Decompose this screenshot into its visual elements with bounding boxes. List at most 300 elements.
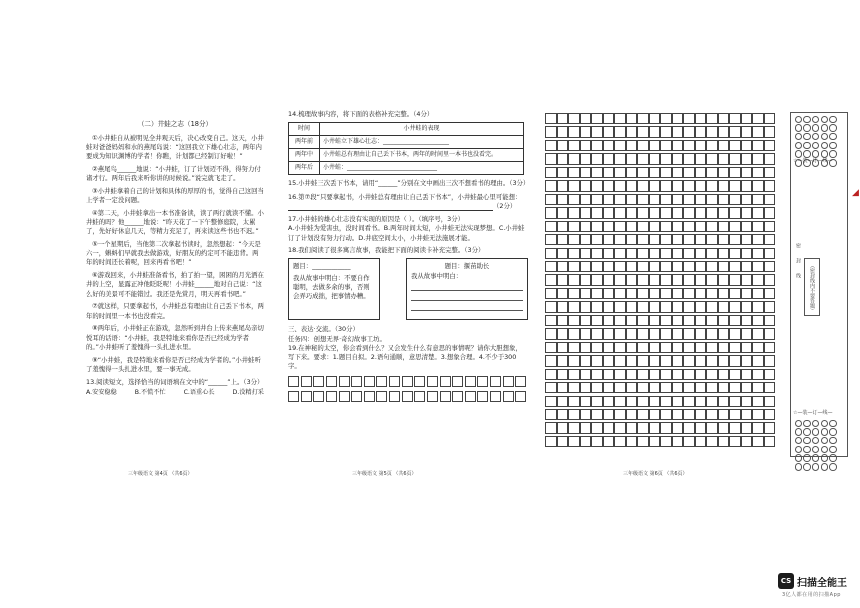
grid-cell[interactable]	[718, 274, 730, 285]
grid-cell[interactable]	[557, 328, 569, 339]
grid-cell[interactable]	[741, 436, 753, 447]
grid-cell[interactable]	[752, 328, 764, 339]
grid-cell[interactable]	[695, 234, 707, 245]
grid-cell[interactable]	[706, 382, 718, 393]
grid-cell[interactable]	[672, 194, 684, 205]
grid-cell[interactable]	[591, 436, 603, 447]
grid-cell[interactable]	[672, 436, 684, 447]
grid-cell[interactable]	[764, 436, 776, 447]
grid-cell[interactable]	[580, 382, 592, 393]
grid-cell[interactable]	[741, 194, 753, 205]
grid-cell[interactable]	[591, 369, 603, 380]
grid-cell[interactable]	[626, 261, 638, 272]
grid-cell[interactable]	[603, 422, 615, 433]
grid-cell[interactable]	[545, 355, 557, 366]
grid-cell[interactable]	[591, 301, 603, 312]
grid-cell[interactable]	[672, 274, 684, 285]
grid-row[interactable]	[545, 355, 775, 366]
grid-cell[interactable]	[683, 342, 695, 353]
grid-cell[interactable]	[729, 382, 741, 393]
grid-cell[interactable]	[660, 153, 672, 164]
grid-cell[interactable]	[764, 409, 776, 420]
grid-cell[interactable]	[695, 301, 707, 312]
grid-cell[interactable]	[591, 234, 603, 245]
grid-cell[interactable]	[614, 342, 626, 353]
grid-cell[interactable]	[568, 221, 580, 232]
grid-cell[interactable]	[626, 328, 638, 339]
grid-cell[interactable]	[568, 207, 580, 218]
grid-cell[interactable]	[752, 396, 764, 407]
table-cell-answer[interactable]: 小井蛙：______________________________	[320, 162, 524, 175]
grid-cell[interactable]	[626, 382, 638, 393]
grid-cell[interactable]	[683, 261, 695, 272]
grid-cell[interactable]	[695, 167, 707, 178]
grid-cell[interactable]	[683, 382, 695, 393]
grid-cell[interactable]	[545, 207, 557, 218]
grid-cell[interactable]	[649, 396, 661, 407]
grid-cell[interactable]	[741, 248, 753, 259]
grid-cell[interactable]	[637, 422, 649, 433]
grid-cell[interactable]	[637, 355, 649, 366]
grid-cell[interactable]	[683, 180, 695, 191]
grid-cell[interactable]	[568, 261, 580, 272]
grid-cell[interactable]	[603, 221, 615, 232]
grid-cell[interactable]	[741, 369, 753, 380]
grid-cell[interactable]	[557, 396, 569, 407]
grid-cell[interactable]	[718, 140, 730, 151]
grid-cell[interactable]	[741, 274, 753, 285]
grid-cell[interactable]	[545, 126, 557, 137]
grid-cell[interactable]	[752, 369, 764, 380]
grid-cell[interactable]	[580, 288, 592, 299]
grid-cell[interactable]	[626, 207, 638, 218]
grid-cell[interactable]	[614, 221, 626, 232]
grid-cell[interactable]	[706, 167, 718, 178]
grid-cell[interactable]	[637, 234, 649, 245]
grid-cell[interactable]	[718, 301, 730, 312]
grid-cell[interactable]	[764, 342, 776, 353]
grid-cell[interactable]	[729, 436, 741, 447]
card-2-answer-line[interactable]	[411, 281, 523, 291]
grid-cell[interactable]	[649, 288, 661, 299]
grid-cell[interactable]	[614, 315, 626, 326]
grid-row[interactable]	[545, 153, 775, 164]
grid-cell[interactable]	[637, 140, 649, 151]
card-2-answer-line[interactable]	[411, 291, 523, 301]
grid-cell[interactable]	[557, 382, 569, 393]
grid-cell[interactable]	[695, 221, 707, 232]
grid-cell[interactable]	[706, 301, 718, 312]
grid-cell[interactable]	[580, 221, 592, 232]
grid-cell[interactable]	[568, 382, 580, 393]
grid-cell[interactable]	[603, 328, 615, 339]
grid-cell[interactable]	[683, 328, 695, 339]
grid-cell[interactable]	[626, 248, 638, 259]
grid-cell[interactable]	[752, 301, 764, 312]
grid-cell[interactable]	[660, 422, 672, 433]
grid-cell[interactable]	[637, 396, 649, 407]
grid-cell[interactable]	[614, 194, 626, 205]
grid-cell[interactable]	[637, 261, 649, 272]
grid-cell[interactable]	[545, 315, 557, 326]
grid-cell[interactable]	[545, 261, 557, 272]
grid-cell[interactable]	[649, 274, 661, 285]
grid-cell[interactable]	[764, 207, 776, 218]
grid-cell[interactable]	[660, 315, 672, 326]
grid-cell[interactable]	[591, 248, 603, 259]
grid-cell[interactable]	[614, 140, 626, 151]
grid-cell[interactable]	[706, 248, 718, 259]
grid-cell[interactable]	[626, 315, 638, 326]
grid-cell[interactable]	[683, 301, 695, 312]
grid-cell[interactable]	[649, 436, 661, 447]
grid-cell[interactable]	[718, 315, 730, 326]
grid-cell[interactable]	[695, 396, 707, 407]
grid-cell[interactable]	[614, 113, 626, 124]
grid-cell[interactable]	[729, 140, 741, 151]
grid-cell[interactable]	[706, 436, 718, 447]
grid-cell[interactable]	[557, 221, 569, 232]
grid-cell[interactable]	[649, 221, 661, 232]
grid-cell[interactable]	[545, 382, 557, 393]
grid-cell[interactable]	[683, 126, 695, 137]
grid-cell[interactable]	[649, 180, 661, 191]
grid-cell[interactable]	[626, 153, 638, 164]
grid-cell[interactable]	[545, 274, 557, 285]
grid-row[interactable]	[545, 234, 775, 245]
grid-cell[interactable]	[660, 301, 672, 312]
grid-cell[interactable]	[752, 167, 764, 178]
grid-row[interactable]	[545, 261, 775, 272]
grid-cell[interactable]	[741, 396, 753, 407]
grid-cell[interactable]	[672, 342, 684, 353]
grid-cell[interactable]	[557, 301, 569, 312]
grid-cell[interactable]	[580, 261, 592, 272]
grid-row[interactable]	[545, 180, 775, 191]
grid-cell[interactable]	[637, 288, 649, 299]
grid-cell[interactable]	[591, 167, 603, 178]
grid-cell[interactable]	[591, 409, 603, 420]
grid-cell[interactable]	[718, 194, 730, 205]
grid-cell[interactable]	[614, 369, 626, 380]
grid-cell[interactable]	[557, 234, 569, 245]
grid-cell[interactable]	[568, 369, 580, 380]
grid-cell[interactable]	[660, 288, 672, 299]
grid-cell[interactable]	[614, 396, 626, 407]
grid-cell[interactable]	[706, 274, 718, 285]
grid-cell[interactable]	[649, 207, 661, 218]
grid-cell[interactable]	[764, 248, 776, 259]
grid-cell[interactable]	[660, 113, 672, 124]
grid-cell[interactable]	[545, 409, 557, 420]
grid-cell[interactable]	[557, 409, 569, 420]
grid-cell[interactable]	[603, 396, 615, 407]
grid-cell[interactable]	[660, 328, 672, 339]
grid-cell[interactable]	[626, 167, 638, 178]
grid-cell[interactable]	[591, 207, 603, 218]
grid-cell[interactable]	[545, 234, 557, 245]
grid-cell[interactable]	[695, 369, 707, 380]
grid-cell[interactable]	[741, 382, 753, 393]
grid-cell[interactable]	[672, 409, 684, 420]
grid-cell[interactable]	[580, 355, 592, 366]
grid-cell[interactable]	[764, 328, 776, 339]
grid-cell[interactable]	[568, 167, 580, 178]
writing-grid-row[interactable]	[288, 376, 528, 387]
grid-cell[interactable]	[545, 436, 557, 447]
grid-row[interactable]	[545, 342, 775, 353]
grid-cell[interactable]	[706, 221, 718, 232]
grid-cell[interactable]	[741, 140, 753, 151]
grid-cell[interactable]	[741, 113, 753, 124]
grid-cell[interactable]	[695, 342, 707, 353]
grid-cell[interactable]	[580, 301, 592, 312]
grid-cell[interactable]	[718, 436, 730, 447]
grid-cell[interactable]	[683, 140, 695, 151]
grid-cell[interactable]	[672, 126, 684, 137]
grid-cell[interactable]	[706, 207, 718, 218]
grid-cell[interactable]	[591, 194, 603, 205]
grid-cell[interactable]	[672, 355, 684, 366]
grid-cell[interactable]	[614, 409, 626, 420]
grid-cell[interactable]	[649, 248, 661, 259]
grid-cell[interactable]	[752, 248, 764, 259]
grid-cell[interactable]	[568, 288, 580, 299]
grid-cell[interactable]	[764, 153, 776, 164]
grid-cell[interactable]	[568, 180, 580, 191]
grid-cell[interactable]	[660, 167, 672, 178]
grid-cell[interactable]	[764, 221, 776, 232]
grid-cell[interactable]	[545, 301, 557, 312]
grid-cell[interactable]	[729, 234, 741, 245]
grid-cell[interactable]	[695, 422, 707, 433]
grid-cell[interactable]	[752, 355, 764, 366]
grid-cell[interactable]	[718, 234, 730, 245]
grid-cell[interactable]	[683, 194, 695, 205]
grid-row[interactable]	[545, 288, 775, 299]
grid-cell[interactable]	[741, 328, 753, 339]
grid-cell[interactable]	[729, 180, 741, 191]
grid-cell[interactable]	[591, 274, 603, 285]
grid-cell[interactable]	[649, 167, 661, 178]
grid-cell[interactable]	[614, 248, 626, 259]
grid-cell[interactable]	[568, 301, 580, 312]
grid-cell[interactable]	[718, 126, 730, 137]
grid-cell[interactable]	[752, 382, 764, 393]
grid-cell[interactable]	[706, 396, 718, 407]
grid-cell[interactable]	[729, 126, 741, 137]
grid-cell[interactable]	[718, 248, 730, 259]
composition-writing-grid[interactable]	[545, 113, 775, 456]
grid-cell[interactable]	[706, 328, 718, 339]
grid-cell[interactable]	[637, 194, 649, 205]
grid-cell[interactable]	[568, 436, 580, 447]
grid-cell[interactable]	[764, 194, 776, 205]
grid-cell[interactable]	[741, 301, 753, 312]
grid-cell[interactable]	[568, 342, 580, 353]
grid-cell[interactable]	[603, 301, 615, 312]
grid-cell[interactable]	[764, 382, 776, 393]
grid-row[interactable]	[545, 221, 775, 232]
grid-cell[interactable]	[683, 355, 695, 366]
grid-cell[interactable]	[672, 248, 684, 259]
grid-cell[interactable]	[626, 194, 638, 205]
grid-cell[interactable]	[752, 153, 764, 164]
grid-cell[interactable]	[764, 288, 776, 299]
grid-row[interactable]	[545, 194, 775, 205]
grid-cell[interactable]	[557, 369, 569, 380]
grid-cell[interactable]	[557, 355, 569, 366]
grid-cell[interactable]	[580, 113, 592, 124]
grid-cell[interactable]	[545, 180, 557, 191]
grid-cell[interactable]	[557, 167, 569, 178]
grid-cell[interactable]	[637, 207, 649, 218]
grid-cell[interactable]	[764, 126, 776, 137]
grid-cell[interactable]	[603, 288, 615, 299]
grid-cell[interactable]	[672, 396, 684, 407]
grid-cell[interactable]	[591, 396, 603, 407]
grid-cell[interactable]	[626, 301, 638, 312]
grid-cell[interactable]	[637, 369, 649, 380]
grid-cell[interactable]	[580, 422, 592, 433]
grid-cell[interactable]	[580, 315, 592, 326]
grid-cell[interactable]	[637, 301, 649, 312]
grid-cell[interactable]	[718, 328, 730, 339]
grid-cell[interactable]	[580, 207, 592, 218]
grid-cell[interactable]	[557, 113, 569, 124]
grid-row[interactable]	[545, 436, 775, 447]
table-cell-answer[interactable]: 小井蛙立下雄心壮志：______________________	[320, 136, 524, 149]
grid-cell[interactable]	[557, 436, 569, 447]
grid-cell[interactable]	[568, 409, 580, 420]
grid-cell[interactable]	[557, 288, 569, 299]
grid-cell[interactable]	[683, 409, 695, 420]
grid-cell[interactable]	[718, 342, 730, 353]
grid-cell[interactable]	[752, 126, 764, 137]
grid-cell[interactable]	[603, 369, 615, 380]
grid-cell[interactable]	[764, 396, 776, 407]
grid-cell[interactable]	[706, 342, 718, 353]
grid-cell[interactable]	[672, 328, 684, 339]
grid-row[interactable]	[545, 382, 775, 393]
grid-cell[interactable]	[706, 153, 718, 164]
grid-cell[interactable]	[637, 409, 649, 420]
grid-cell[interactable]	[741, 261, 753, 272]
grid-cell[interactable]	[718, 207, 730, 218]
grid-cell[interactable]	[752, 409, 764, 420]
grid-row[interactable]	[545, 274, 775, 285]
grid-cell[interactable]	[660, 126, 672, 137]
grid-cell[interactable]	[660, 234, 672, 245]
grid-cell[interactable]	[706, 194, 718, 205]
grid-cell[interactable]	[603, 409, 615, 420]
grid-cell[interactable]	[672, 180, 684, 191]
grid-cell[interactable]	[660, 261, 672, 272]
grid-cell[interactable]	[649, 328, 661, 339]
grid-cell[interactable]	[580, 140, 592, 151]
grid-cell[interactable]	[591, 382, 603, 393]
grid-cell[interactable]	[603, 113, 615, 124]
grid-cell[interactable]	[729, 342, 741, 353]
grid-cell[interactable]	[557, 194, 569, 205]
grid-cell[interactable]	[649, 409, 661, 420]
grid-cell[interactable]	[591, 328, 603, 339]
grid-cell[interactable]	[603, 140, 615, 151]
grid-cell[interactable]	[557, 315, 569, 326]
grid-cell[interactable]	[614, 436, 626, 447]
grid-row[interactable]	[545, 207, 775, 218]
grid-cell[interactable]	[626, 369, 638, 380]
grid-cell[interactable]	[706, 140, 718, 151]
grid-cell[interactable]	[545, 342, 557, 353]
grid-cell[interactable]	[649, 261, 661, 272]
grid-cell[interactable]	[660, 207, 672, 218]
grid-cell[interactable]	[718, 180, 730, 191]
grid-cell[interactable]	[557, 274, 569, 285]
grid-cell[interactable]	[764, 140, 776, 151]
grid-cell[interactable]	[545, 167, 557, 178]
grid-cell[interactable]	[545, 140, 557, 151]
grid-cell[interactable]	[603, 126, 615, 137]
grid-cell[interactable]	[706, 369, 718, 380]
grid-cell[interactable]	[557, 207, 569, 218]
grid-cell[interactable]	[557, 140, 569, 151]
grid-cell[interactable]	[660, 369, 672, 380]
grid-cell[interactable]	[718, 221, 730, 232]
grid-cell[interactable]	[591, 113, 603, 124]
grid-cell[interactable]	[660, 274, 672, 285]
grid-cell[interactable]	[683, 436, 695, 447]
grid-cell[interactable]	[580, 180, 592, 191]
grid-cell[interactable]	[626, 180, 638, 191]
grid-cell[interactable]	[672, 422, 684, 433]
grid-cell[interactable]	[764, 301, 776, 312]
grid-row[interactable]	[545, 140, 775, 151]
grid-cell[interactable]	[649, 315, 661, 326]
grid-cell[interactable]	[614, 261, 626, 272]
grid-cell[interactable]	[580, 274, 592, 285]
grid-row[interactable]	[545, 315, 775, 326]
grid-cell[interactable]	[637, 436, 649, 447]
grid-cell[interactable]	[637, 153, 649, 164]
grid-cell[interactable]	[660, 396, 672, 407]
grid-cell[interactable]	[706, 126, 718, 137]
grid-cell[interactable]	[672, 369, 684, 380]
grid-cell[interactable]	[603, 194, 615, 205]
grid-cell[interactable]	[752, 113, 764, 124]
grid-cell[interactable]	[683, 113, 695, 124]
grid-cell[interactable]	[603, 207, 615, 218]
grid-cell[interactable]	[672, 234, 684, 245]
grid-cell[interactable]	[729, 355, 741, 366]
grid-cell[interactable]	[764, 355, 776, 366]
grid-cell[interactable]	[764, 234, 776, 245]
grid-cell[interactable]	[741, 234, 753, 245]
grid-cell[interactable]	[729, 153, 741, 164]
grid-cell[interactable]	[695, 409, 707, 420]
grid-cell[interactable]	[626, 436, 638, 447]
grid-cell[interactable]	[695, 261, 707, 272]
grid-cell[interactable]	[741, 167, 753, 178]
grid-cell[interactable]	[545, 369, 557, 380]
grid-cell[interactable]	[718, 382, 730, 393]
grid-cell[interactable]	[580, 328, 592, 339]
grid-cell[interactable]	[741, 342, 753, 353]
grid-cell[interactable]	[660, 194, 672, 205]
grid-cell[interactable]	[764, 315, 776, 326]
grid-cell[interactable]	[545, 248, 557, 259]
grid-cell[interactable]	[649, 153, 661, 164]
